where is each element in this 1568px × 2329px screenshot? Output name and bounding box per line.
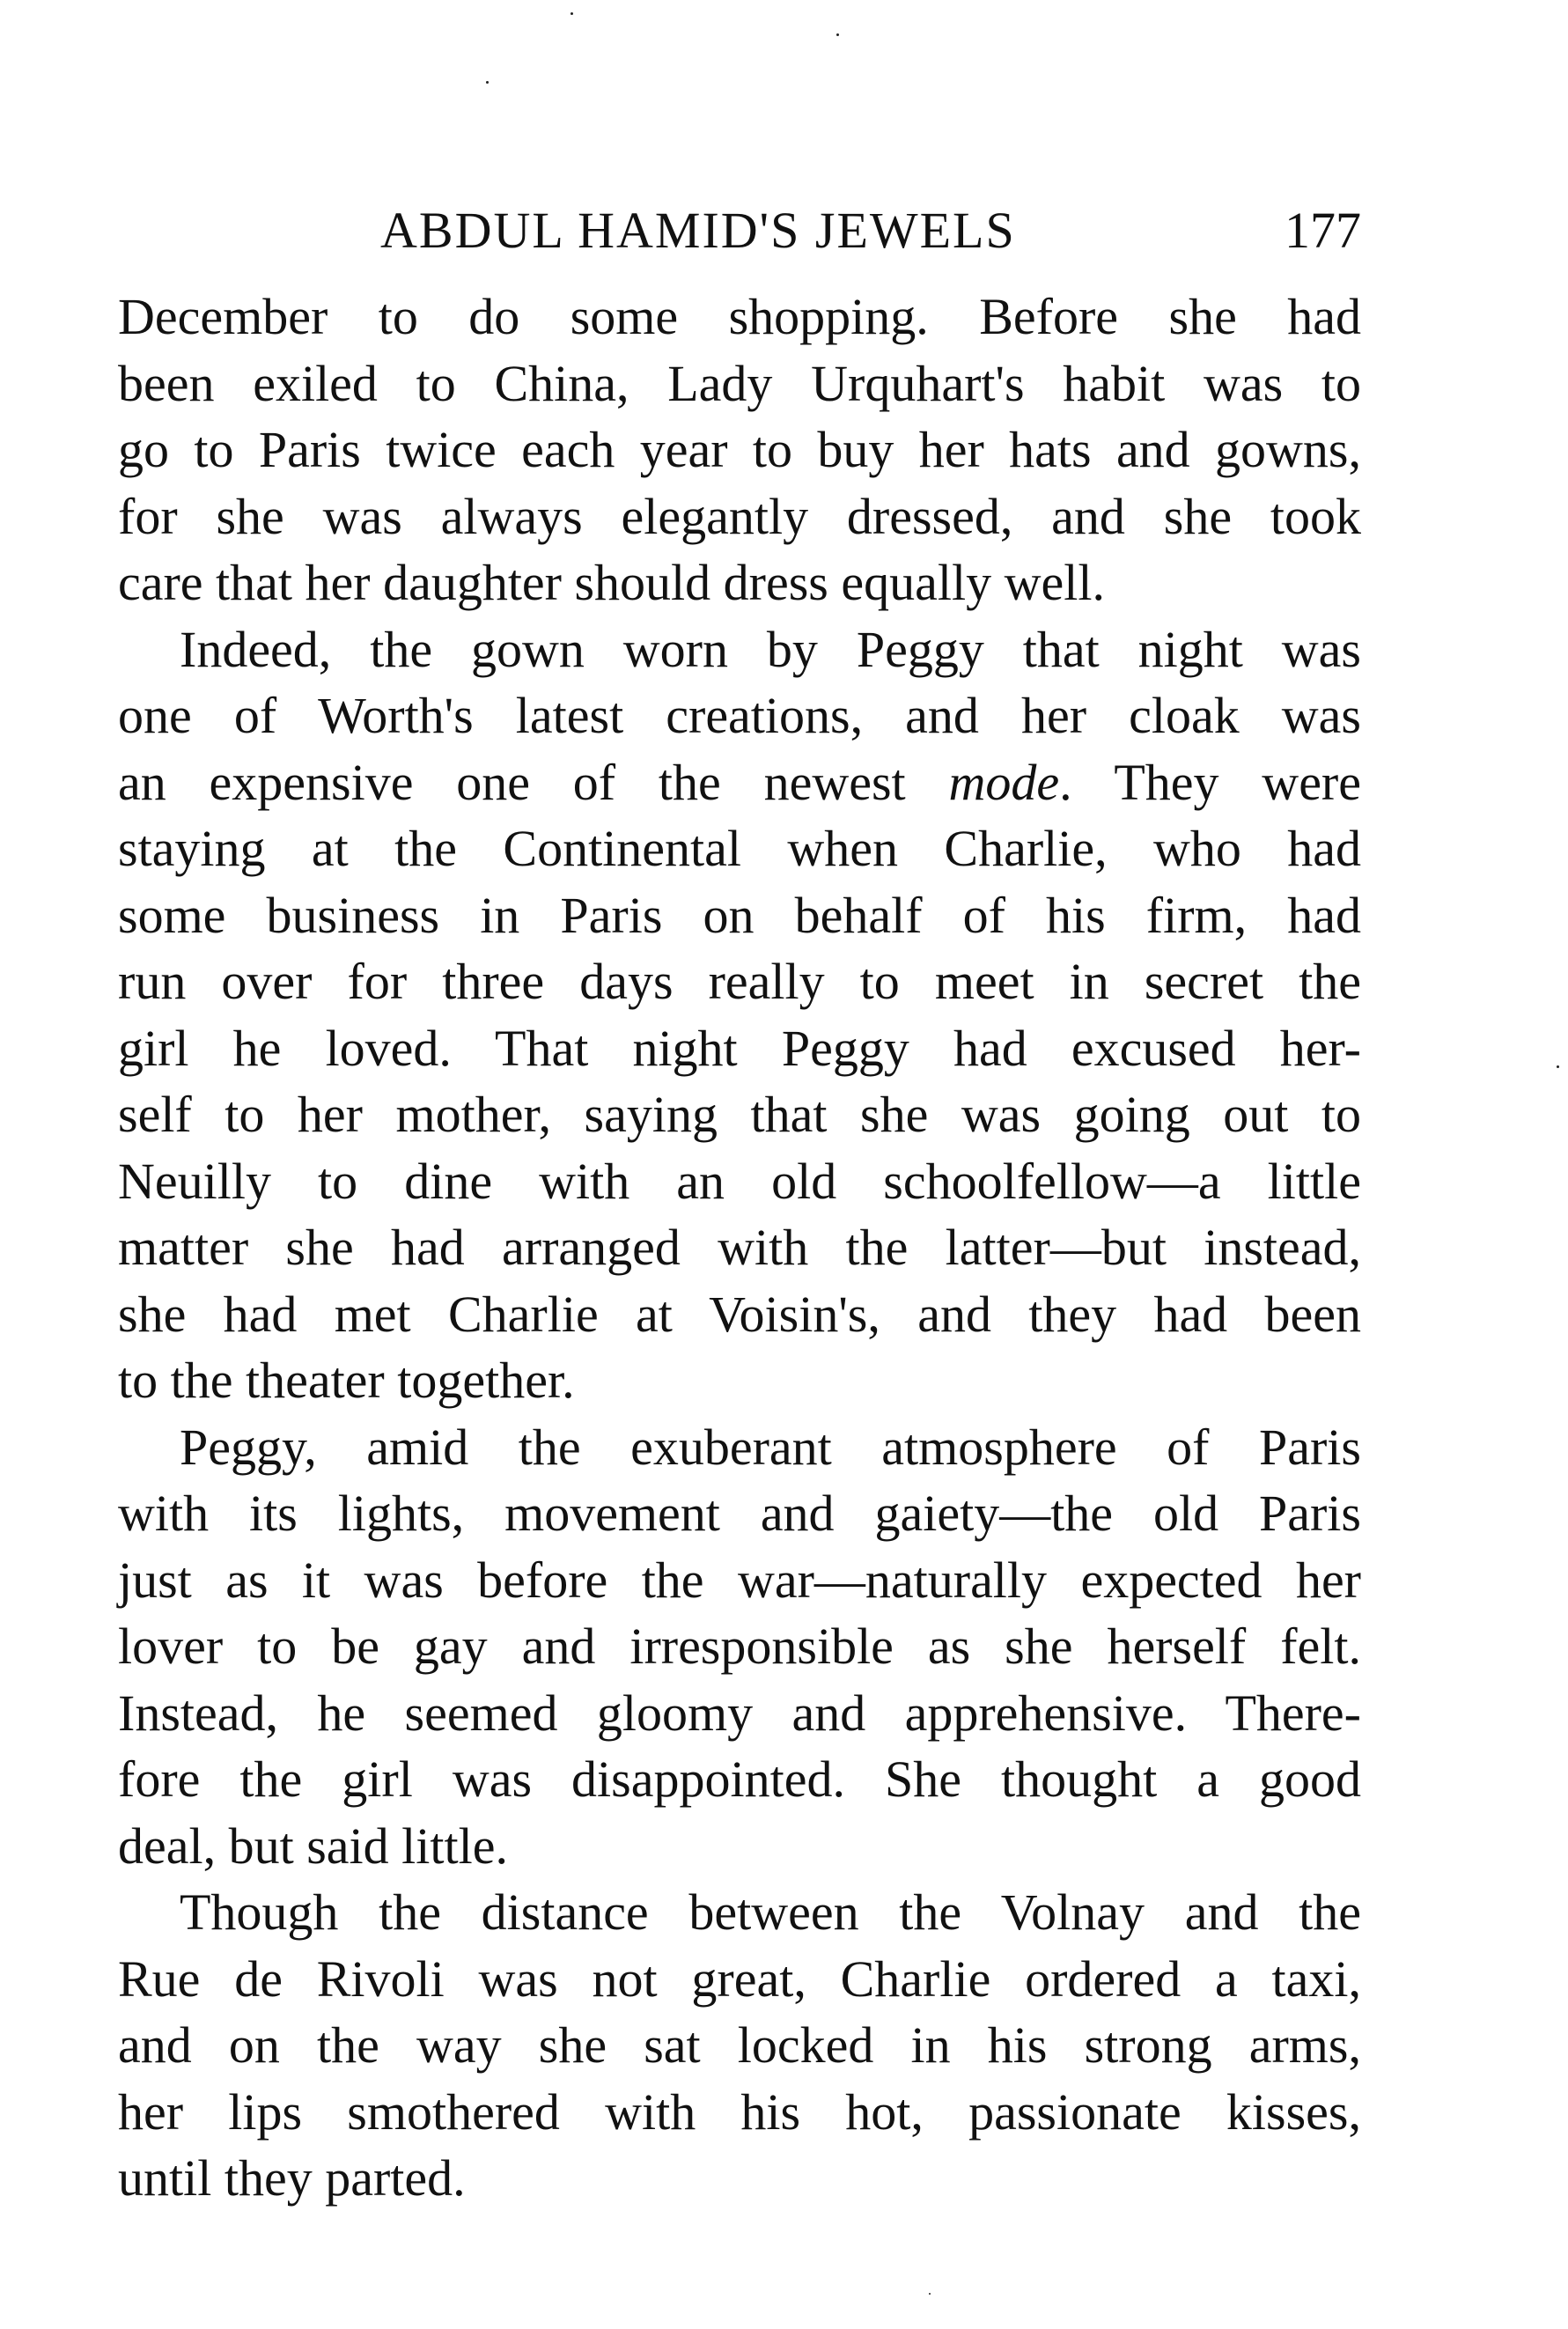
text-line: an expensive one of the newest mode. They were [118, 753, 1361, 811]
text-line: she had met Charlie at Voisin's, and they had been [118, 1285, 1361, 1343]
text-line: been exiled to China, Lady Urquhart's habit was to [118, 354, 1361, 412]
text-line: go to Paris twice each year to buy her hats and gowns, [118, 421, 1361, 478]
text-line: staying at the Continental when Charlie, who had [118, 820, 1361, 877]
print-speck [571, 12, 573, 15]
page-number: 177 [1285, 202, 1361, 259]
text-line: Neuilly to dine with an old schoolfellow—a little [118, 1152, 1361, 1210]
print-speck [929, 2293, 931, 2295]
text-line: girl he loved. That night Peggy had excused her- [118, 1019, 1361, 1077]
text-line: December to do some shopping. Before she had [118, 288, 1361, 345]
text-line: one of Worth's latest creations, and her cloak was [118, 687, 1361, 744]
text-line: until they parted. [118, 2149, 466, 2207]
text-line: just as it was before the war—naturally expected her [118, 1551, 1361, 1609]
text-line: Indeed, the gown worn by Peggy that night was [180, 620, 1361, 678]
text-line: matter she had arranged with the latter—but instead, [118, 1219, 1361, 1276]
text-line: Peggy, amid the exuberant atmosphere of Paris [180, 1418, 1361, 1476]
print-speck [1557, 1065, 1559, 1068]
text-line: Rue de Rivoli was not great, Charlie ordered a taxi, [118, 1949, 1361, 2008]
text-line: self to her mother, saying that she was going out to [118, 1086, 1361, 1143]
text-line: fore the girl was disappointed. She thought a good [118, 1750, 1361, 1808]
text-line: her lips smothered with his hot, passionate kisses, [118, 2082, 1361, 2141]
text-line: and on the way she sat locked in his strong arms, [118, 2016, 1361, 2074]
body-text [118, 284, 1361, 2212]
italic-word: mode [948, 753, 1060, 811]
running-title: ABDUL HAMID'S JEWELS [380, 202, 1016, 259]
print-speck [836, 33, 839, 36]
text-line: some business in Paris on behalf of his firm, had [118, 886, 1361, 944]
text-line: deal, but said little. [118, 1817, 508, 1875]
text-line: run over for three days really to meet in secret the [118, 953, 1361, 1010]
text-line: care that her daughter should dress equally well. [118, 554, 1105, 611]
text-line: Instead, he seemed gloomy and apprehensive. There- [118, 1684, 1361, 1742]
text-line: for she was always elegantly dressed, and she took [118, 487, 1361, 545]
text-line: to the theater together. [118, 1352, 575, 1409]
text-line: Though the distance between the Volnay and the [180, 1883, 1361, 1941]
text-line: lover to be gay and irresponsible as she herself felt. [118, 1618, 1361, 1675]
print-speck [486, 81, 489, 84]
text-line: with its lights, movement and gaiety—the old Paris [118, 1485, 1361, 1542]
running-head [118, 195, 1361, 266]
